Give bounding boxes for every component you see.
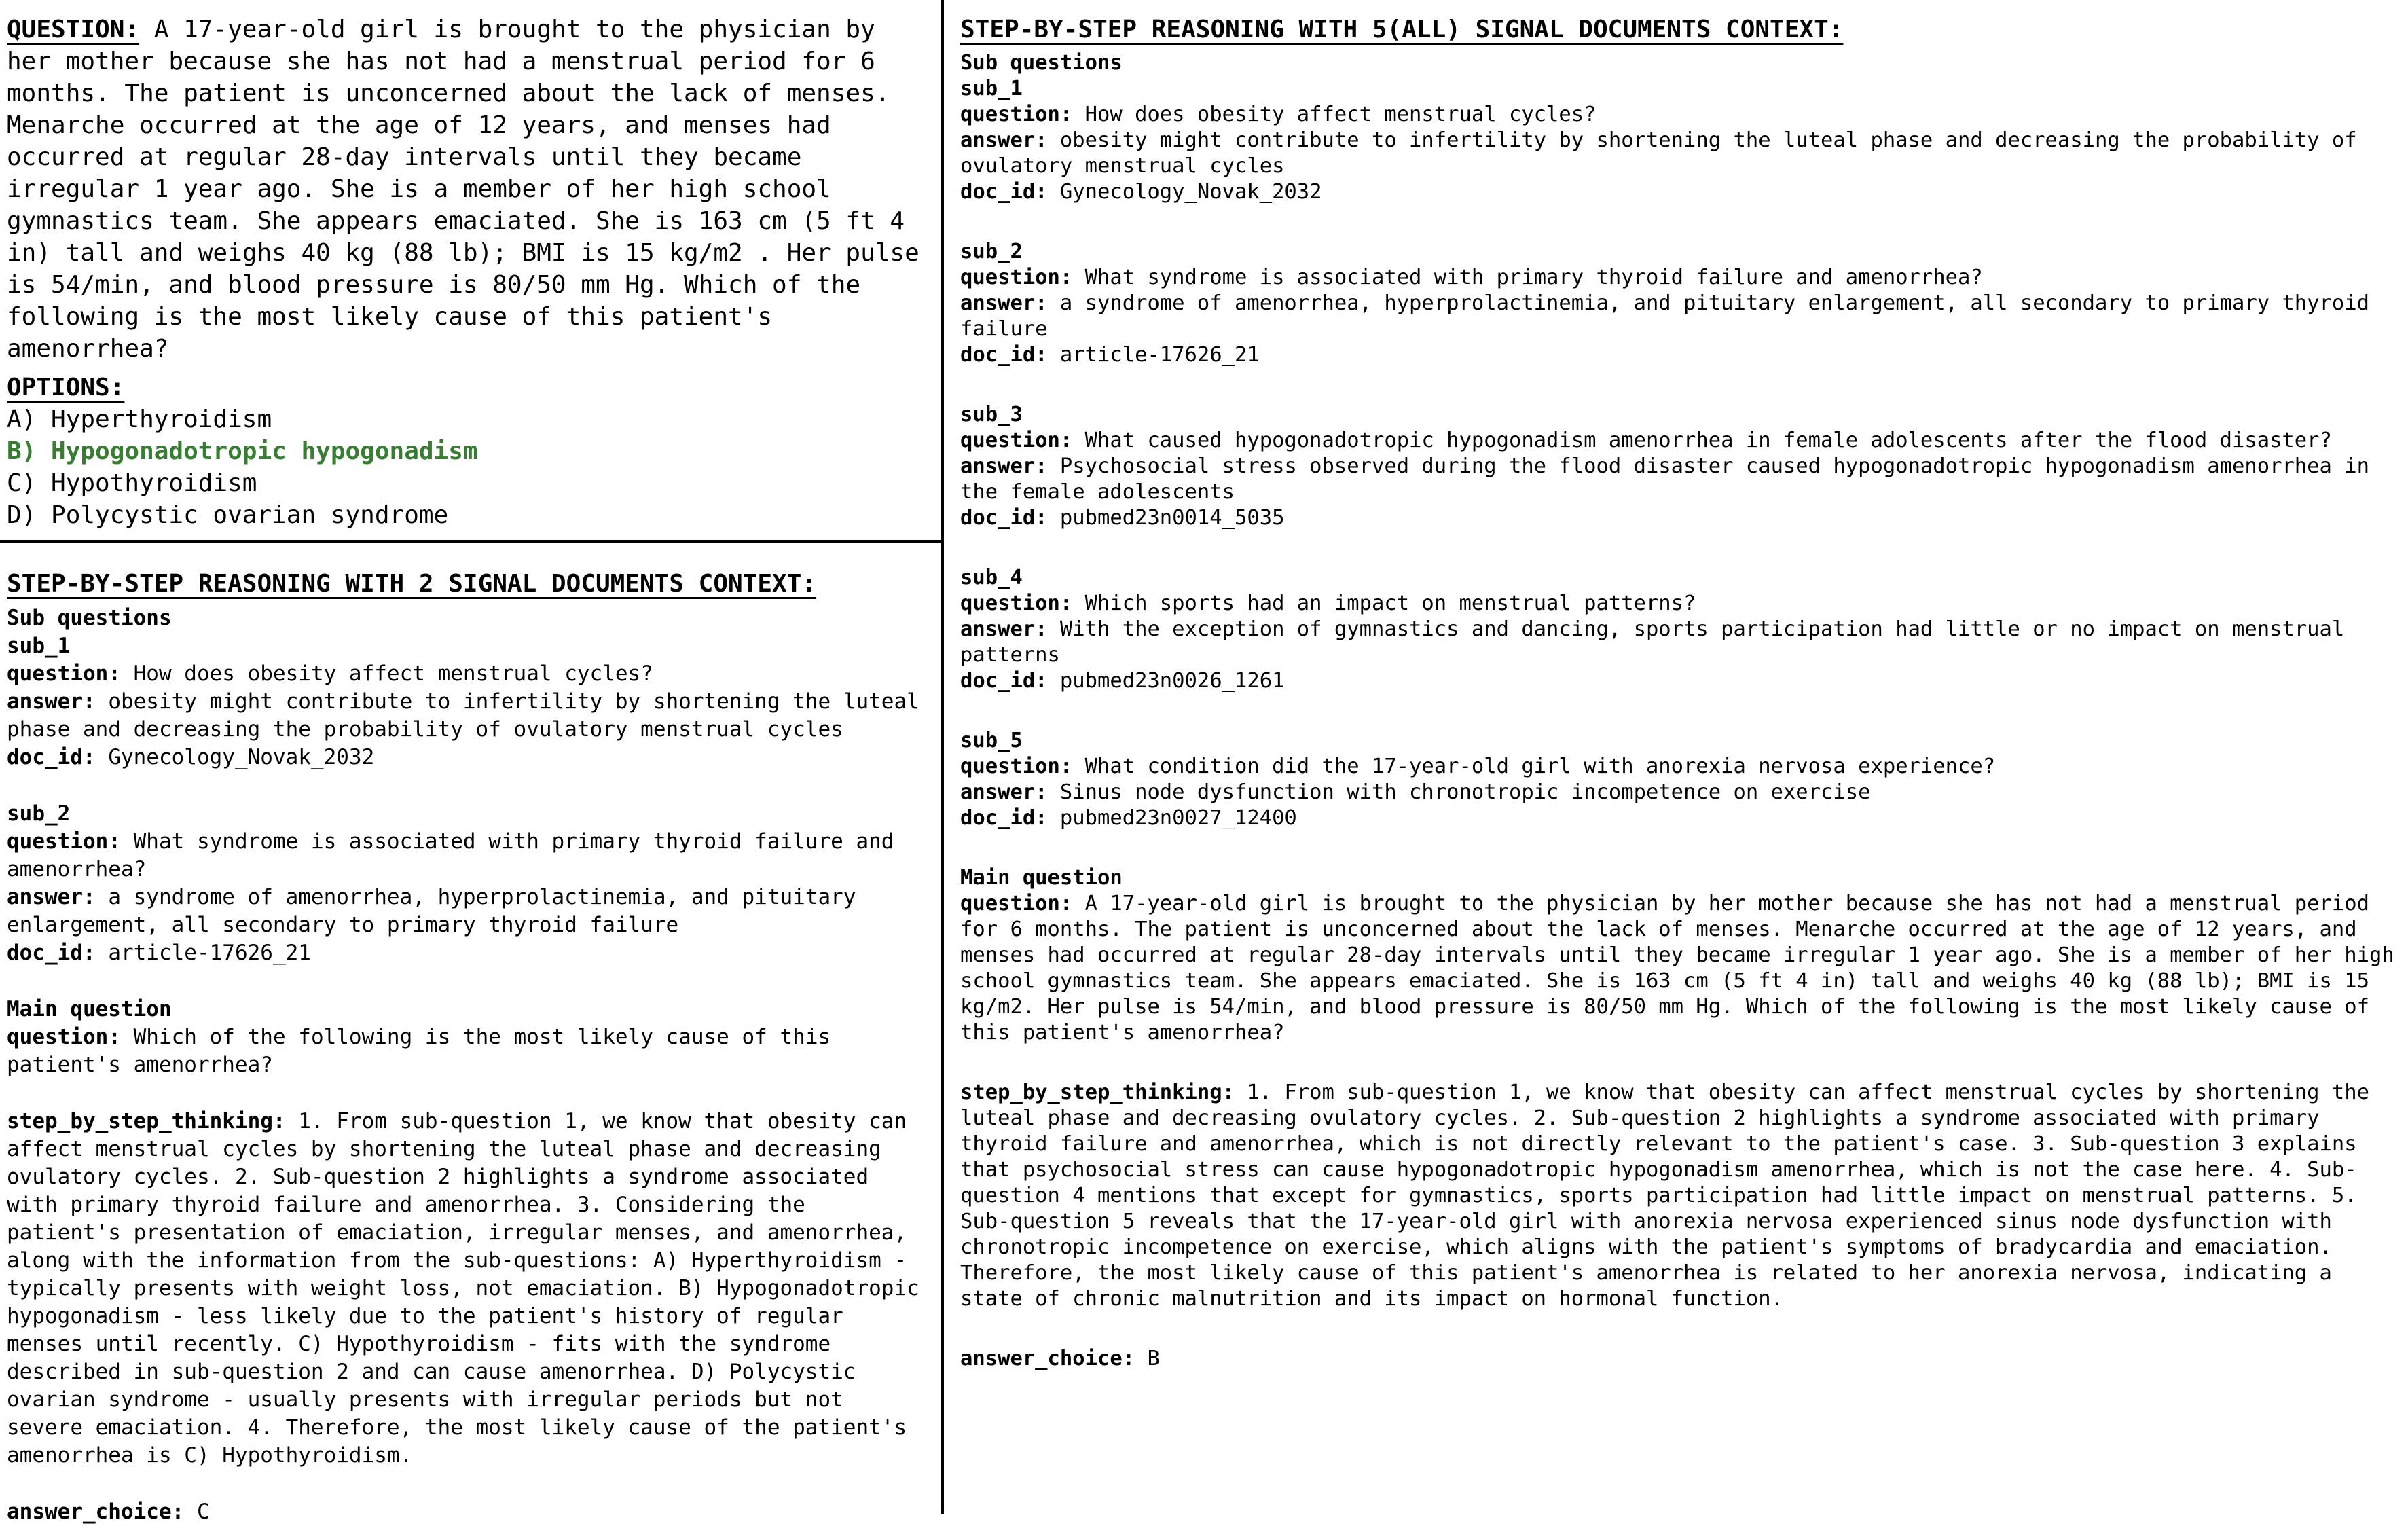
field-line [7,604,925,632]
field-line: doc_id: pubmed23n0027_12400 [960,806,1297,830]
question-label: QUESTION: [7,16,140,43]
field-line: question: What syndrome is associated with primary thyroid failure and amenorrhea? [960,266,1983,289]
field-line: answer: a syndrome of amenorrhea, hyperprolactinemia, and pituitary enlargement, all secondary to primary thyroid failure [960,291,2382,341]
field-line [960,728,2400,754]
field-line: doc_id: Gynecology_Novak_2032 [7,745,375,769]
field-label: answer_choice: [7,1500,185,1524]
field-block [7,1498,925,1526]
field-label: answer: [960,780,1048,804]
field-line: question: Which sports had an impact on menstrual patterns? [960,592,1696,615]
field-label: answer: [960,128,1048,152]
field-label: question: [960,429,1073,452]
options-label: OPTIONS: [7,374,125,401]
field-label: sub_2 [7,801,71,826]
field-line: answer: Psychosocial stress observed during the flood disaster caused hypogonadotropic hypogonadism amenorrhea in the female adolescents [960,454,2382,504]
field-line: answer: obesity might contribute to infertility by shortening the luteal phase and decreasing the probability of ovulatory menstrual cycles [960,128,2369,178]
field-label: question: [960,266,1073,289]
field-label: question: [7,661,121,686]
reasoning-section-5-docs [960,14,2407,1372]
field-label: sub_1 [960,77,1023,101]
field-label: Sub questions [960,51,1123,75]
field-line: question: Which of the following is the most likely cause of this patient's amenorrhea? [7,1025,843,1077]
field-label: question: [960,755,1073,778]
field-line: doc_id: pubmed23n0014_5035 [960,506,1285,530]
field-line [960,402,2400,428]
field-block [960,565,2400,694]
field-label: question: [960,592,1073,615]
field-line [960,50,2400,76]
field-block [7,996,925,1079]
question-box-border [0,540,944,543]
question-text [7,14,934,365]
field-block [960,50,2400,205]
field-line: doc_id: article-17626_21 [7,941,311,965]
field-block [7,604,932,771]
field-label: doc_id: [960,343,1048,367]
field-line [960,239,2400,265]
field-label: Main question [7,997,172,1021]
section-title: STEP-BY-STEP REASONING WITH 2 SIGNAL DOCUMENTS CONTEXT: [7,570,817,598]
field-line: step_by_step_thinking: 1. From sub-question 1, we know that obesity can affect menstrual cycles by shortening the luteal phase and decreasing ovulatory cycles. 2. Sub-question 2 highlights a syndrome associated with primary thyroid failure and amenorrhea, which is not directly relevant to the patient's case. 3. Sub-question 3 explains that psychosocial stress can cause hypogonadotropic hypogonadism amenorrhea, which is not the case here. 4. Sub-question 4 mentions that except for gymnastics, sports participation had little impact on menstrual patterns. 5. Sub-question 5 reveals that the 17-year-old girl with anorexia nervosa experienced sinus node dysfunction with chronotropic incompetence on exercise, which aligns with the patient's symptoms of bradycardia and emaciation. Therefore, the most likely cause of this patient's amenorrhea is related to her anorexia nervosa, indicating a state of chronic malnutrition and its impact on hormonal function. [960,1080,2382,1311]
field-block [7,800,925,967]
field-block [960,1080,2400,1312]
field-line: answer: With the exception of gymnastics and dancing, sports participation had little or no impact on menstrual patterns [960,617,2357,667]
field-block [960,239,2400,368]
field-line: answer_choice: C [7,1500,210,1524]
field-label: sub_2 [960,240,1023,264]
field-label: doc_id: [7,745,96,769]
field-line: doc_id: pubmed23n0026_1261 [960,669,1285,693]
section-title: STEP-BY-STEP REASONING WITH 5(ALL) SIGNAL DOCUMENTS CONTEXT: [960,16,1844,43]
field-line [960,865,2400,891]
field-line: answer: obesity might contribute to infertility by shortening the luteal phase and decreasing the probability of ovulatory menstrual cycles [7,689,932,742]
field-line: answer: Sinus node dysfunction with chronotropic incompetence on exercise [960,780,1871,804]
field-label: question: [960,892,1073,915]
section-body [960,50,2407,1372]
field-line: question: A 17-year-old girl is brought to the physician by her mother because she has not had a menstrual period for 6 months. The patient is unconcerned about the lack of menses. Menarche occurred at the age of 12 years, and menses had occurred at regular 28-day intervals until they became irregular 1 year ago. She is a member of her high school gymnastics team. She appears emaciated. She is 163 cm (5 ft 4 in) tall and weighs 40 kg (88 lb); BMI is 15 kg/m2. Her pulse is 54/min, and blood pressure is 80/50 mm Hg. Which of the following is the most likely cause of this patient's amenorrhea? [960,892,2407,1044]
field-line: question: How does obesity affect menstrual cycles? [960,103,1597,126]
field-block [960,1346,2400,1372]
field-label: answer: [960,291,1048,315]
field-block [960,728,2400,831]
field-label: sub_1 [7,634,71,658]
question-body: A 17-year-old girl is brought to the physician by her mother because she has not had a menstrual period for 6 months. The patient is unconcerned about the lack of menses. Menarche occurred at the age of 12 years, and menses had occurred at regular 28-day intervals until they became irregular 1 year ago. She is a member of her high school gymnastics team. She appears emaciated. She is 163 cm (5 ft 4 in) tall and weighs 40 kg (88 lb); BMI is 15 kg/m2 . Her pulse is 54/min, and blood pressure is 80/50 mm Hg. Which of the following is the most likely cause of this patient's amenorrhea? [7,16,934,363]
field-label: sub_4 [960,566,1023,589]
option: A) Hyperthyroidism [7,405,272,433]
field-label: sub_3 [960,403,1023,426]
option: C) Hypothyroidism [7,469,257,497]
options-block [7,371,925,403]
field-line [7,800,925,828]
field-line: question: What caused hypogonadotropic hypogonadism amenorrhea in female adolescents after the flood disaster? [960,429,2332,452]
field-line [960,565,2400,591]
question-panel [7,0,934,531]
field-label: answer: [7,689,96,714]
field-line: doc_id: article-17626_21 [960,343,1260,367]
field-label: Sub questions [7,606,172,630]
options-list [7,403,925,531]
field-label: step_by_step_thinking: [960,1080,1235,1104]
field-line: step_by_step_thinking: 1. From sub-question 1, we know that obesity can affect menstrual cycles by shortening the luteal phase and decreasing ovulatory cycles. 2. Sub-question 2 highlights a syndrome associated with primary thyroid failure and amenorrhea. 3. Considering the patient's presentation of emaciation, irregular menses, and amenorrhea, along with the information from the sub-questions: A) Hyperthyroidism - typically presents with weight loss, not emaciation. B) Hypogonadotropic hypogonadism - less likely due to the patient's history of regular menses until recently. C) Hypothyroidism - fits with the syndrome described in sub-question 2 and can cause amenorrhea. D) Polycystic ovarian syndrome - usually presents with irregular periods but not severe emaciation. 4. Therefore, the most likely cause of the patient's amenorrhea is C) Hypothyroidism. [7,1109,932,1468]
field-line [7,632,925,660]
field-label: answer: [960,454,1048,478]
field-label: answer_choice: [960,1347,1135,1370]
field-line [960,76,2400,102]
option-highlighted: B) Hypogonadotropic hypogonadism [7,437,478,465]
field-label: doc_id: [960,506,1048,530]
field-label: question: [7,1025,121,1049]
field-line: doc_id: Gynecology_Novak_2032 [960,180,1322,204]
field-label: answer: [960,617,1048,641]
field-line: question: What condition did the 17-year-old girl with anorexia nervosa experience? [960,755,1996,778]
field-block [7,1108,932,1470]
reasoning-section-2-docs [7,568,932,1526]
field-line: question: What syndrome is associated with primary thyroid failure and amenorrhea? [7,829,907,882]
field-line [7,996,925,1023]
field-block [960,402,2400,531]
field-label: doc_id: [7,941,96,965]
field-label: doc_id: [960,180,1048,204]
option: D) Polycystic ovarian syndrome [7,501,449,529]
column-divider [941,0,944,1514]
field-label: doc_id: [960,669,1048,693]
field-label: Main question [960,866,1123,890]
section-body [7,604,932,1526]
field-label: sub_5 [960,729,1023,752]
field-label: question: [960,103,1073,126]
field-label: question: [7,829,121,854]
field-line: answer: a syndrome of amenorrhea, hyperprolactinemia, and pituitary enlargement, all secondary to primary thyroid failure [7,885,869,937]
field-line: question: How does obesity affect menstrual cycles? [7,661,653,686]
field-label: step_by_step_thinking: [7,1109,286,1133]
field-label: doc_id: [960,806,1048,830]
field-line: answer_choice: B [960,1347,1160,1370]
field-block [960,865,2407,1046]
field-label: answer: [7,885,96,909]
